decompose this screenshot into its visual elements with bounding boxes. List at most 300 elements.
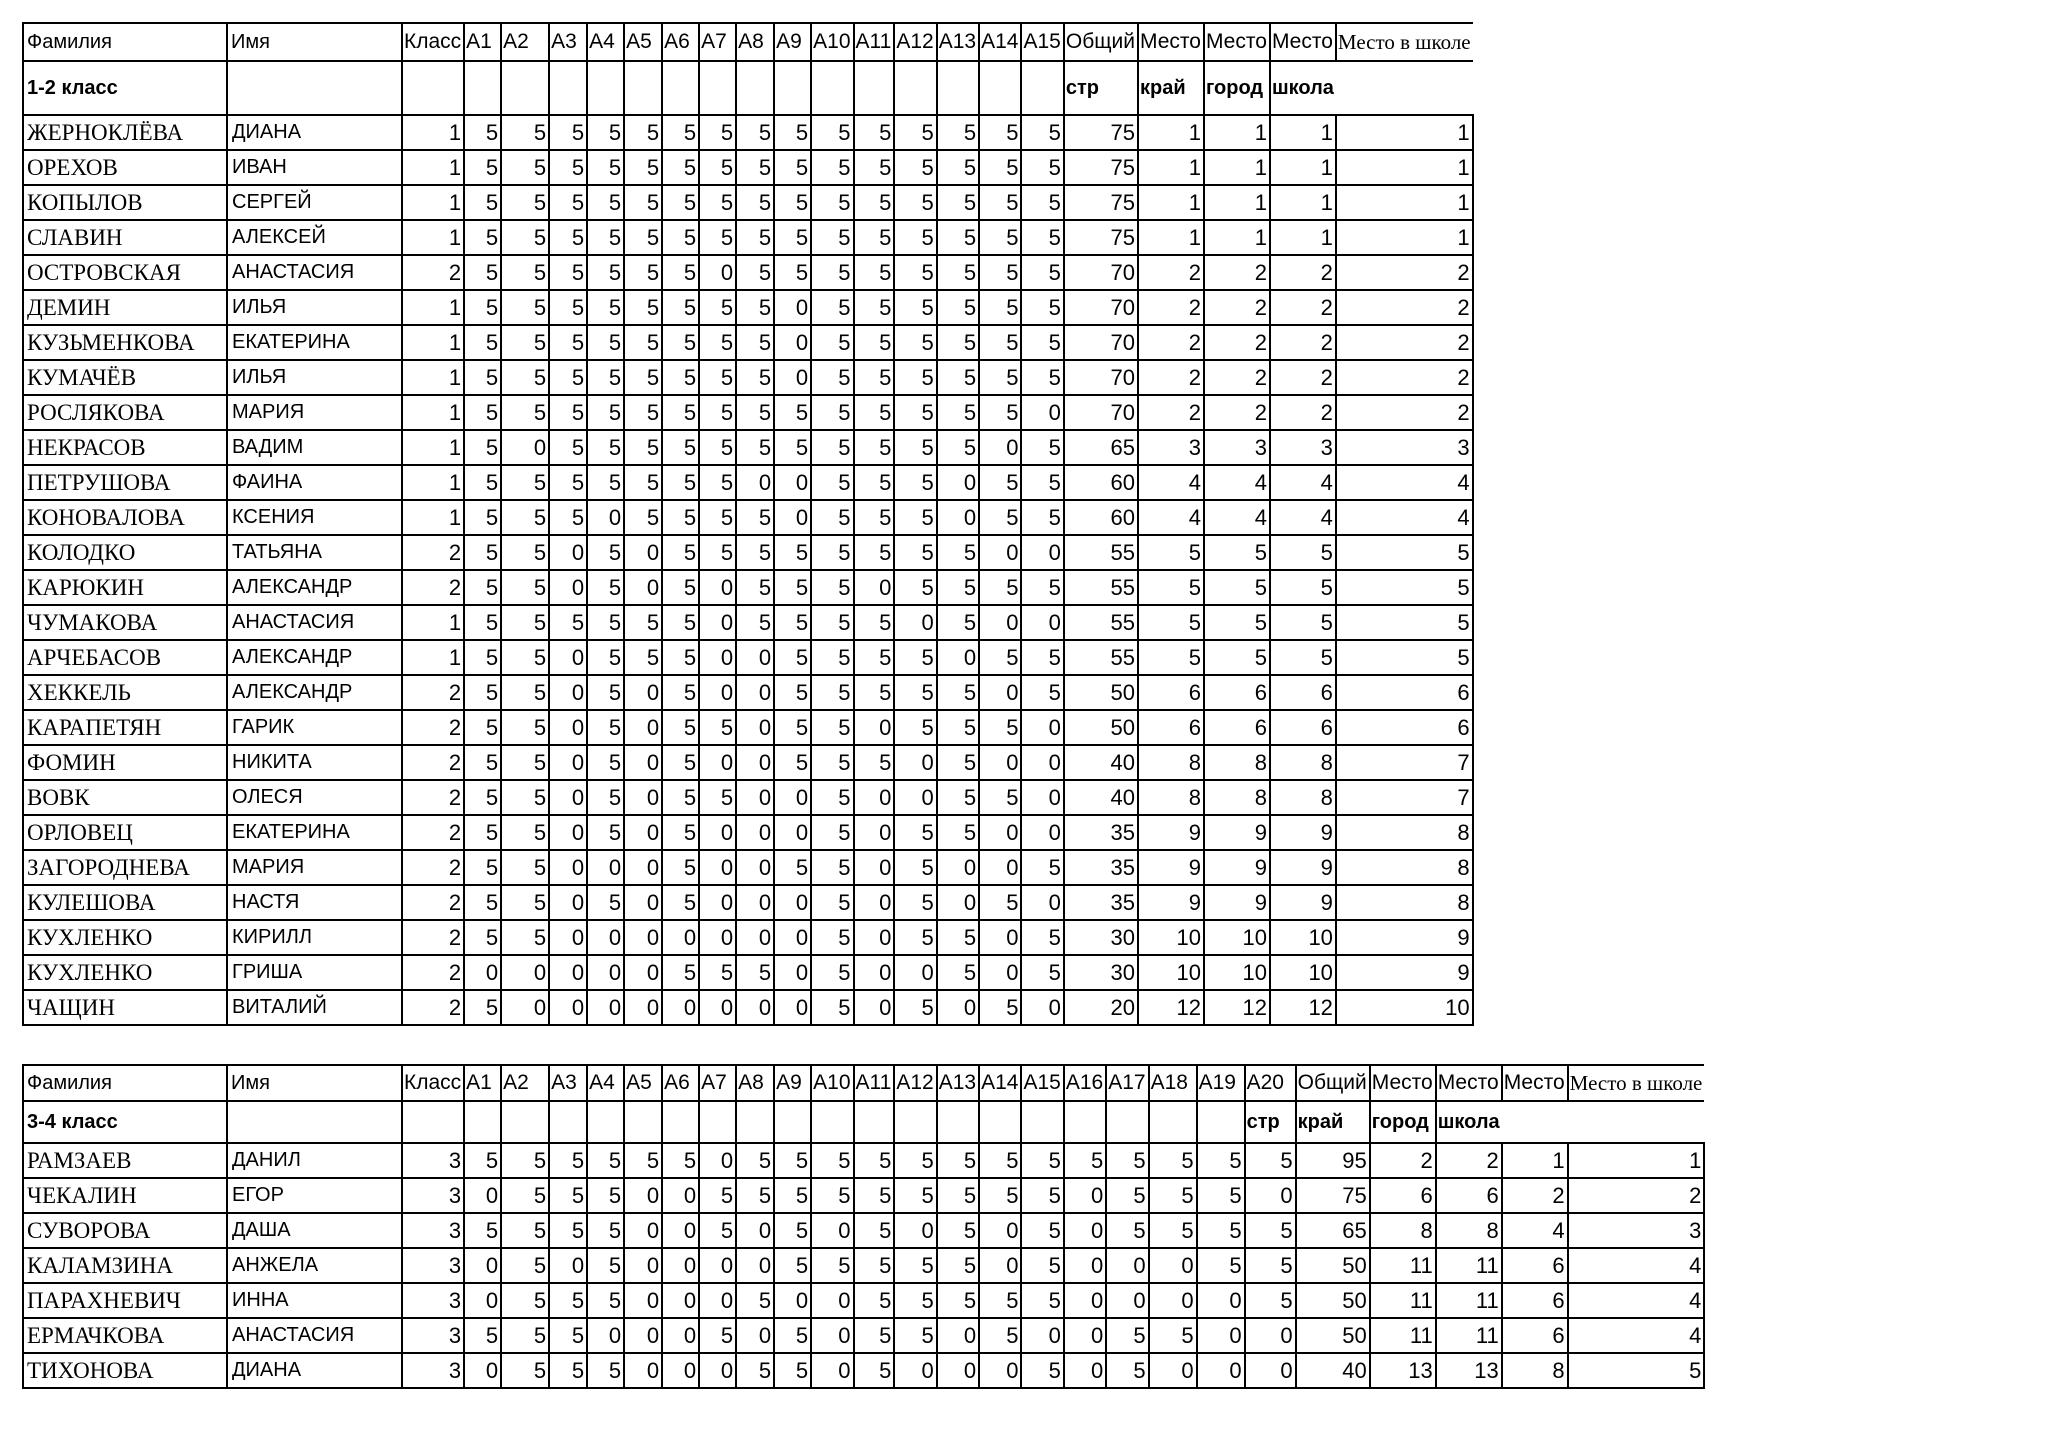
total-cell: 70 (1064, 360, 1138, 395)
place-cell: 8 (1336, 815, 1473, 850)
value-cell: 5 (894, 885, 936, 920)
header-cell: А19 (1197, 1065, 1245, 1101)
value-cell: 5 (699, 430, 736, 465)
header-cell: А2 (501, 1065, 549, 1101)
value-cell: 5 (699, 465, 736, 500)
value-cell: 5 (854, 430, 895, 465)
value-cell: 0 (587, 990, 624, 1025)
place-cell: 9 (1270, 815, 1336, 850)
value-cell: 5 (894, 710, 936, 745)
value-cell: 5 (1021, 675, 1063, 710)
value-cell: 0 (549, 675, 587, 710)
value-cell: 1 (402, 115, 464, 150)
value-cell: 5 (774, 535, 811, 570)
value-cell: 5 (774, 395, 811, 430)
value-cell: 5 (811, 955, 853, 990)
empty-cell (587, 61, 624, 115)
value-cell: 5 (464, 535, 501, 570)
value-cell: 0 (1064, 1283, 1106, 1318)
place-cell: 1 (1204, 220, 1270, 255)
value-cell: 1 (402, 325, 464, 360)
surname-cell: ОСТРОВСКАЯ (23, 255, 227, 290)
value-cell: 0 (1021, 885, 1063, 920)
place-cell: 2 (1270, 395, 1336, 430)
value-cell: 0 (979, 920, 1021, 955)
place-cell: 4 (1568, 1283, 1705, 1318)
place-cell: 2 (1568, 1178, 1705, 1213)
value-cell: 5 (587, 780, 624, 815)
value-cell: 5 (624, 220, 662, 255)
value-cell: 5 (662, 850, 699, 885)
value-cell: 0 (464, 1248, 501, 1283)
empty-cell (774, 61, 811, 115)
value-cell: 3 (402, 1283, 464, 1318)
value-cell: 5 (662, 885, 699, 920)
value-cell: 0 (549, 640, 587, 675)
name-cell: ИЛЬЯ (227, 360, 402, 395)
header-cell: А3 (549, 1065, 587, 1101)
place-cell: 8 (1138, 780, 1204, 815)
value-cell: 5 (979, 220, 1021, 255)
value-cell: 5 (937, 325, 979, 360)
value-cell: 5 (501, 710, 549, 745)
place-cell: 8 (1436, 1213, 1502, 1248)
value-cell: 5 (501, 1283, 549, 1318)
total-cell: 40 (1064, 745, 1138, 780)
surname-cell: ХЕККЕЛЬ (23, 675, 227, 710)
value-cell: 5 (662, 605, 699, 640)
value-cell: 0 (736, 675, 774, 710)
value-cell: 5 (1021, 920, 1063, 955)
value-cell: 5 (854, 1213, 895, 1248)
value-cell: 3 (402, 1213, 464, 1248)
header-cell: А8 (736, 23, 774, 61)
value-cell: 5 (736, 1143, 774, 1178)
surname-cell: ВОВК (23, 780, 227, 815)
name-cell: ЕКАТЕРИНА (227, 815, 402, 850)
place-cell: 5 (1204, 535, 1270, 570)
header-cell: Фамилия (23, 1065, 227, 1101)
place-cell: 10 (1270, 955, 1336, 990)
value-cell: 5 (894, 990, 936, 1025)
place-cell: 2 (1204, 290, 1270, 325)
value-cell: 5 (501, 150, 549, 185)
value-cell: 5 (587, 675, 624, 710)
total-cell: 30 (1064, 920, 1138, 955)
header-cell: А12 (894, 23, 936, 61)
value-cell: 5 (979, 290, 1021, 325)
surname-cell: АРЧЕБАСОВ (23, 640, 227, 675)
name-cell: ГАРИК (227, 710, 402, 745)
value-cell: 5 (894, 1248, 936, 1283)
value-cell: 5 (549, 500, 587, 535)
value-cell: 5 (662, 325, 699, 360)
header-cell: Имя (227, 1065, 402, 1101)
value-cell: 5 (1245, 1248, 1296, 1283)
value-cell: 2 (402, 780, 464, 815)
surname-cell: ТИХОНОВА (23, 1353, 227, 1388)
table-row (23, 395, 1473, 430)
place-cell: 2 (1270, 360, 1336, 395)
value-cell: 5 (854, 255, 895, 290)
value-cell: 5 (587, 710, 624, 745)
value-cell: 5 (624, 325, 662, 360)
value-cell: 5 (1149, 1143, 1197, 1178)
empty-cell (699, 61, 736, 115)
value-cell: 0 (937, 850, 979, 885)
empty-cell (464, 61, 501, 115)
value-cell: 5 (811, 920, 853, 955)
name-cell: ВИТАЛИЙ (227, 990, 402, 1025)
value-cell: 5 (1021, 1283, 1063, 1318)
empty-cell (894, 61, 936, 115)
value-cell: 5 (811, 395, 853, 430)
name-cell: ГРИША (227, 955, 402, 990)
value-cell: 5 (501, 1213, 549, 1248)
value-cell: 0 (1149, 1283, 1197, 1318)
value-cell: 5 (979, 710, 1021, 745)
value-cell: 5 (1197, 1213, 1245, 1248)
value-cell: 5 (736, 150, 774, 185)
table-row (23, 990, 1473, 1025)
value-cell: 5 (774, 1353, 811, 1388)
header-cell: А13 (937, 1065, 979, 1101)
value-cell: 0 (662, 920, 699, 955)
value-cell: 5 (811, 360, 853, 395)
value-cell: 5 (811, 640, 853, 675)
value-cell: 0 (699, 815, 736, 850)
value-cell: 5 (811, 570, 853, 605)
value-cell: 0 (699, 640, 736, 675)
value-cell: 0 (854, 990, 895, 1025)
value-cell: 5 (662, 710, 699, 745)
value-cell: 5 (464, 430, 501, 465)
empty-cell (501, 1101, 549, 1143)
surname-cell: ЧАЩИН (23, 990, 227, 1025)
place-cell: 4 (1502, 1213, 1568, 1248)
total-cell: 65 (1064, 430, 1138, 465)
value-cell: 5 (587, 185, 624, 220)
subheader-cell: край (1138, 61, 1204, 115)
value-cell: 0 (549, 780, 587, 815)
place-cell: 12 (1270, 990, 1336, 1025)
place-cell: 1 (1138, 185, 1204, 220)
place-cell: 9 (1336, 955, 1473, 990)
value-cell: 5 (1021, 150, 1063, 185)
place-cell: 10 (1270, 920, 1336, 955)
place-cell: 5 (1204, 640, 1270, 675)
place-cell: 9 (1270, 850, 1336, 885)
place-cell: 11 (1436, 1248, 1502, 1283)
value-cell: 5 (662, 535, 699, 570)
value-cell: 5 (774, 255, 811, 290)
value-cell: 5 (1021, 185, 1063, 220)
empty-cell (662, 1101, 699, 1143)
total-cell: 50 (1296, 1283, 1370, 1318)
surname-cell: СЛАВИН (23, 220, 227, 255)
value-cell: 0 (587, 850, 624, 885)
value-cell: 5 (774, 430, 811, 465)
surname-cell: КАЛАМЗИНА (23, 1248, 227, 1283)
value-cell: 5 (811, 535, 853, 570)
value-cell: 5 (811, 885, 853, 920)
name-cell: НИКИТА (227, 745, 402, 780)
value-cell: 5 (501, 885, 549, 920)
place-cell: 6 (1502, 1318, 1568, 1353)
place-cell: 6 (1204, 675, 1270, 710)
place-cell: 2 (1204, 395, 1270, 430)
value-cell: 5 (1106, 1213, 1148, 1248)
value-cell: 5 (894, 1318, 936, 1353)
value-cell: 0 (1064, 1353, 1106, 1388)
value-cell: 5 (464, 640, 501, 675)
value-cell: 1 (402, 150, 464, 185)
value-cell: 5 (894, 640, 936, 675)
name-cell: ФАИНА (227, 465, 402, 500)
value-cell: 5 (501, 675, 549, 710)
place-cell: 4 (1270, 500, 1336, 535)
value-cell: 5 (854, 1248, 895, 1283)
value-cell: 0 (894, 605, 936, 640)
value-cell: 5 (937, 780, 979, 815)
surname-cell: НЕКРАСОВ (23, 430, 227, 465)
header-cell: А4 (587, 23, 624, 61)
place-cell: 5 (1336, 570, 1473, 605)
value-cell: 0 (464, 955, 501, 990)
value-cell: 1 (402, 430, 464, 465)
value-cell: 0 (774, 1283, 811, 1318)
subheader-cell: школа (1436, 1101, 1502, 1143)
header-cell: А3 (549, 23, 587, 61)
value-cell: 0 (1064, 1248, 1106, 1283)
value-cell: 1 (402, 465, 464, 500)
value-cell: 5 (979, 395, 1021, 430)
value-cell: 5 (774, 1213, 811, 1248)
value-cell: 5 (699, 290, 736, 325)
place-cell: 2 (1502, 1178, 1568, 1213)
total-cell: 75 (1064, 220, 1138, 255)
value-cell: 5 (1021, 640, 1063, 675)
value-cell: 0 (774, 500, 811, 535)
value-cell: 5 (662, 115, 699, 150)
value-cell: 5 (662, 430, 699, 465)
value-cell: 0 (699, 255, 736, 290)
place-cell: 8 (1370, 1213, 1436, 1248)
value-cell: 5 (501, 115, 549, 150)
value-cell: 5 (464, 1213, 501, 1248)
table-row (23, 710, 1473, 745)
value-cell: 5 (501, 255, 549, 290)
value-cell: 5 (854, 290, 895, 325)
value-cell: 0 (624, 1353, 662, 1388)
value-cell: 5 (736, 1283, 774, 1318)
value-cell: 5 (1245, 1283, 1296, 1318)
value-cell: 5 (1021, 430, 1063, 465)
value-cell: 0 (736, 850, 774, 885)
table-row (23, 1213, 1704, 1248)
value-cell: 5 (501, 360, 549, 395)
table-row (23, 1143, 1704, 1178)
value-cell: 0 (1021, 395, 1063, 430)
value-cell: 5 (464, 710, 501, 745)
place-cell: 2 (1138, 290, 1204, 325)
place-cell: 9 (1138, 815, 1204, 850)
value-cell: 5 (811, 815, 853, 850)
value-cell: 2 (402, 710, 464, 745)
value-cell: 5 (464, 395, 501, 430)
value-cell: 5 (1149, 1318, 1197, 1353)
value-cell: 0 (549, 1248, 587, 1283)
total-cell: 50 (1064, 710, 1138, 745)
value-cell: 5 (854, 1318, 895, 1353)
value-cell: 0 (736, 640, 774, 675)
place-cell: 10 (1138, 920, 1204, 955)
value-cell: 5 (501, 745, 549, 780)
empty-cell (1064, 1101, 1106, 1143)
empty-cell (1197, 1101, 1245, 1143)
value-cell: 5 (624, 395, 662, 430)
surname-cell: ЧЕКАЛИН (23, 1178, 227, 1213)
value-cell: 5 (501, 325, 549, 360)
value-cell: 5 (736, 115, 774, 150)
value-cell: 5 (587, 1213, 624, 1248)
value-cell: 1 (402, 605, 464, 640)
value-cell: 3 (402, 1178, 464, 1213)
value-cell: 5 (624, 640, 662, 675)
name-cell: ОЛЕСЯ (227, 780, 402, 815)
value-cell: 5 (979, 150, 1021, 185)
value-cell: 0 (854, 955, 895, 990)
value-cell: 5 (854, 360, 895, 395)
table-row (23, 185, 1473, 220)
value-cell: 5 (774, 150, 811, 185)
value-cell: 5 (774, 220, 811, 255)
value-cell: 5 (464, 990, 501, 1025)
value-cell: 5 (549, 290, 587, 325)
surname-cell: РОСЛЯКОВА (23, 395, 227, 430)
value-cell: 5 (854, 1143, 895, 1178)
value-cell: 5 (811, 465, 853, 500)
subheader-cell: край (1296, 1101, 1370, 1143)
total-cell: 50 (1296, 1248, 1370, 1283)
value-cell: 5 (811, 185, 853, 220)
value-cell: 5 (1064, 1143, 1106, 1178)
surname-cell: ОРЛОВЕЦ (23, 815, 227, 850)
header-cell: Класс (402, 1065, 464, 1101)
value-cell: 5 (587, 815, 624, 850)
place-cell: 8 (1336, 850, 1473, 885)
value-cell: 5 (937, 1178, 979, 1213)
empty-cell (937, 1101, 979, 1143)
value-cell: 5 (624, 465, 662, 500)
place-cell: 6 (1336, 675, 1473, 710)
value-cell: 0 (699, 1143, 736, 1178)
value-cell: 0 (549, 850, 587, 885)
value-cell: 0 (774, 780, 811, 815)
surname-cell: КОЛОДКО (23, 535, 227, 570)
header-cell: А2 (501, 23, 549, 61)
value-cell: 5 (894, 465, 936, 500)
empty-cell (464, 1101, 501, 1143)
value-cell: 5 (699, 500, 736, 535)
value-cell: 5 (1021, 1248, 1063, 1283)
value-cell: 0 (979, 535, 1021, 570)
table-row (23, 360, 1473, 395)
value-cell: 5 (662, 675, 699, 710)
total-cell: 35 (1064, 850, 1138, 885)
place-cell: 4 (1138, 500, 1204, 535)
surname-cell: ЖЕРНОКЛЁВА (23, 115, 227, 150)
value-cell: 0 (736, 710, 774, 745)
value-cell: 5 (1021, 115, 1063, 150)
value-cell: 5 (937, 220, 979, 255)
name-cell: ЕГОР (227, 1178, 402, 1213)
total-cell: 50 (1296, 1318, 1370, 1353)
value-cell: 5 (736, 535, 774, 570)
value-cell: 0 (937, 885, 979, 920)
value-cell: 5 (811, 325, 853, 360)
value-cell: 0 (699, 990, 736, 1025)
table-row (23, 1318, 1704, 1353)
value-cell: 5 (662, 220, 699, 255)
value-cell: 0 (624, 955, 662, 990)
value-cell: 5 (854, 395, 895, 430)
value-cell: 5 (699, 360, 736, 395)
place-cell: 2 (1204, 360, 1270, 395)
value-cell: 5 (464, 605, 501, 640)
place-cell: 10 (1336, 990, 1473, 1025)
value-cell: 0 (1064, 1318, 1106, 1353)
value-cell: 5 (937, 955, 979, 990)
value-cell: 5 (662, 360, 699, 395)
value-cell: 5 (774, 710, 811, 745)
value-cell: 5 (501, 1248, 549, 1283)
header-cell: Место (1270, 23, 1336, 61)
table-row (23, 465, 1473, 500)
name-cell: ИЛЬЯ (227, 290, 402, 325)
value-cell: 0 (624, 1178, 662, 1213)
value-cell: 0 (894, 1353, 936, 1388)
value-cell: 5 (811, 605, 853, 640)
surname-cell: КОНОВАЛОВА (23, 500, 227, 535)
value-cell: 5 (1106, 1178, 1148, 1213)
value-cell: 5 (1021, 500, 1063, 535)
value-cell: 5 (854, 220, 895, 255)
name-cell: ДАША (227, 1213, 402, 1248)
value-cell: 5 (937, 675, 979, 710)
total-cell: 75 (1064, 115, 1138, 150)
place-cell: 4 (1270, 465, 1336, 500)
value-cell: 5 (979, 500, 1021, 535)
table-row (23, 150, 1473, 185)
value-cell: 5 (699, 955, 736, 990)
value-cell: 5 (464, 255, 501, 290)
value-cell: 0 (1021, 815, 1063, 850)
place-cell: 11 (1436, 1318, 1502, 1353)
value-cell: 0 (736, 780, 774, 815)
value-cell: 5 (624, 1143, 662, 1178)
value-cell: 3 (402, 1143, 464, 1178)
header-cell: А4 (587, 1065, 624, 1101)
value-cell: 5 (464, 745, 501, 780)
table-row (23, 850, 1473, 885)
empty-cell (549, 61, 587, 115)
header-cell: Фамилия (23, 23, 227, 61)
header-cell: Имя (227, 23, 402, 61)
value-cell: 5 (1197, 1248, 1245, 1283)
empty-cell (402, 61, 464, 115)
value-cell: 5 (464, 185, 501, 220)
